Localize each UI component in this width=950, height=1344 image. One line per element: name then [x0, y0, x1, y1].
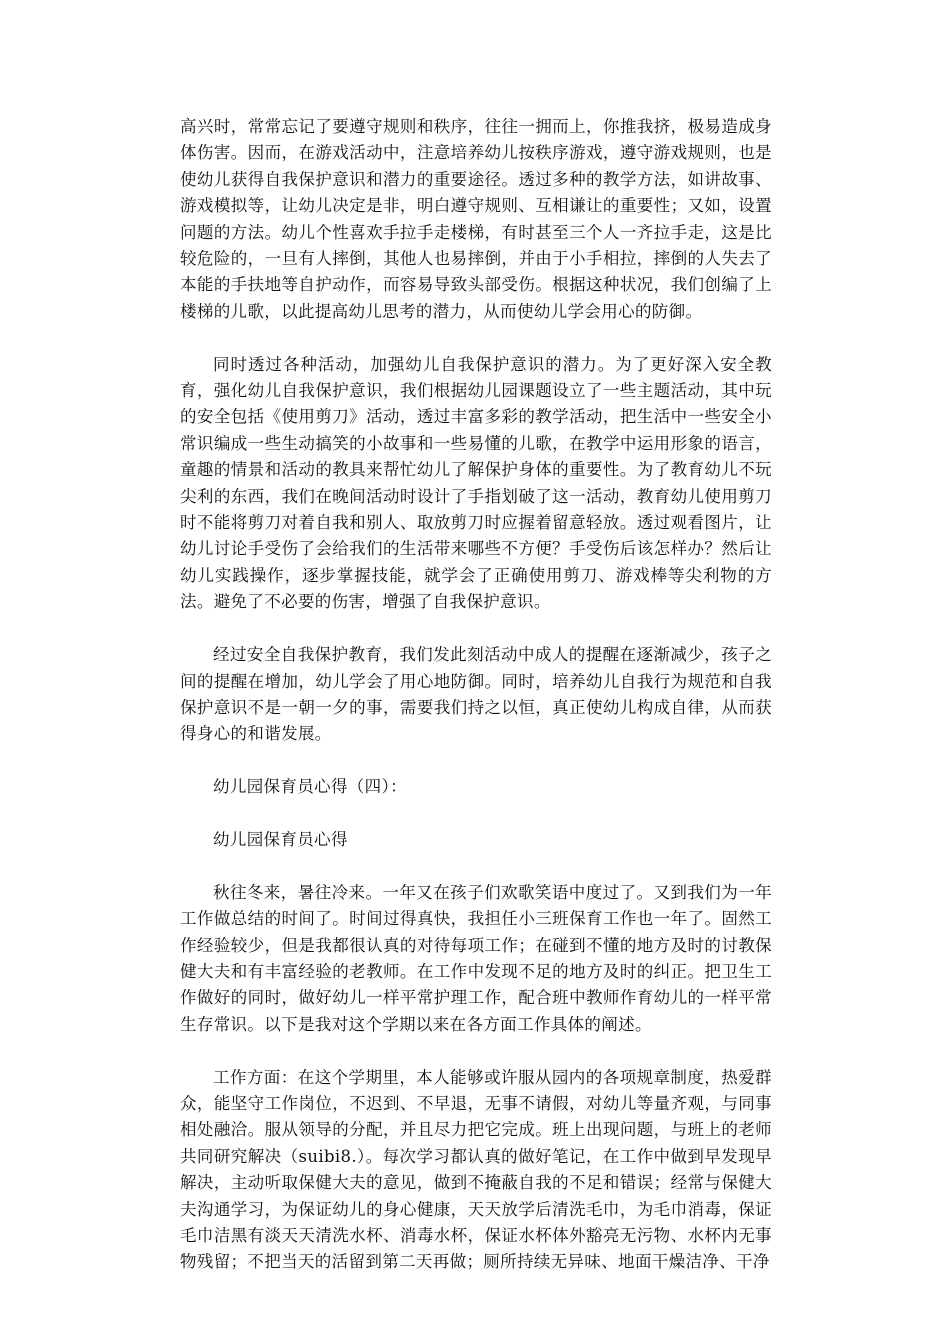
- paragraph-rules-and-order: 高兴时，常常忘记了要遵守规则和秩序，往往一拥而上，你推我挤，极易造成身体伤害。因而，在游戏活动中，注意培养幼儿按秩序游戏，遵守游戏规则，也是使幼儿获得自我保护意识和潜力的重要途径。透过多种的教学方法，如讲故事、游戏模拟等，让幼儿决定是非，明白遵守规则、互相谦让的重要性；又如，设置问题的方法。幼儿个性喜欢手拉手走楼梯，有时甚至三个人一齐拉手走，这是比较危险的，一旦有人摔倒，其他人也易摔倒，并由于小手相拉，摔倒的人失去了本能的手扶地等自护动作，而容易导致头部受伤。根据这种状况，我们创编了上楼梯的儿歌，以此提高幼儿思考的潜力，从而使幼儿学会用心的防御。: [180, 117, 772, 321]
- section-heading-part-four: 幼儿园保育员心得（四）：: [213, 777, 407, 797]
- paragraph-self-protection-activities: 同时透过各种活动，加强幼儿自我保护意识的潜力。为了更好深入安全教育，强化幼儿自我保护意识，我们根据幼儿园课题设立了一些主题活动，其中玩的安全包括《使用剪刀》活动，透过丰富多彩的教学活动，把生活中一些安全小常识编成一些生动搞笑的小故事和一些易懂的儿歌，在教学中运用形象的语言，童趣的情景和活动的教具来帮忙幼儿了解保护身体的重要性。为了教育幼儿不玩尖利的东西，我们在晚间活动时设计了手指划破了这一活动，教育幼儿使用剪刀时不能将剪刀对着自我和别人、取放剪刀时应握着留意轻放。透过观看图片，让幼儿讨论手受伤了会给我们的生活带来哪些不方便？手受伤后该怎样办？然后让幼儿实践操作，逐步掌握技能，就学会了正确使用剪刀、游戏棒等尖利物的方法。避免了不必要的伤害，增强了自我保护意识。: [180, 354, 772, 612]
- section-subheading: 幼儿园保育员心得: [213, 829, 348, 849]
- document-body: [180, 114, 772, 1276]
- paragraph-safety-education-results: 经过安全自我保护教育，我们发此刻活动中成人的提醒在逐渐减少，孩子之间的提醒在增加，幼儿学会了用心地防御。同时，培养幼儿自我行为规范和自我保护意识不是一朝一夕的事，需要我们持之以恒，真正使幼儿构成自律，从而获得身心的和谐发展。: [180, 645, 772, 744]
- paragraph-work-aspects: 工作方面：在这个学期里，本人能够或许服从园内的各项规章制度，热爱群众，能坚守工作岗位，不迟到、不早退，无事不请假，对幼儿等量齐观，与同事相处融洽。服从领导的分配，并且尽力把它完成。班上出现问题，与班上的老师共同研究解决（suibi8.）。每次学习都认真的做好笔记，在工作中做到早发现早解决，主动听取保健大夫的意见，做到不掩蔽自我的不足和错误；经常与保健大夫沟通学习，为保证幼儿的身心健康，天天放学后清洗毛巾，为毛巾消毒，保证毛巾洁黑有淡天天清洗水杯、消毒水杯，保证水杯体外豁亮无污物、水杯内无事物残留；不把当天的活留到第二天再做；厕所持续无异味、地面干燥洁净、干净: [180, 1067, 772, 1272]
- paragraph-year-summary: 秋往冬来，暑往冷来。一年又在孩子们欢歌笑语中度过了。又到我们为一年工作做总结的时间了。时间过得真快，我担任小三班保育工作也一年了。固然工作经验较少，但是我都很认真的对待每项工作；在碰到不懂的地方及时的讨教保健大夫和有丰富经验的老教师。在工作中发现不足的地方及时的纠正。把卫生工作做好的同时，做好幼儿一样平常护理工作，配合班中教师作育幼儿的一样平常生存常识。以下是我对这个学期以来在各方面工作具体的阐述。: [180, 882, 772, 1034]
